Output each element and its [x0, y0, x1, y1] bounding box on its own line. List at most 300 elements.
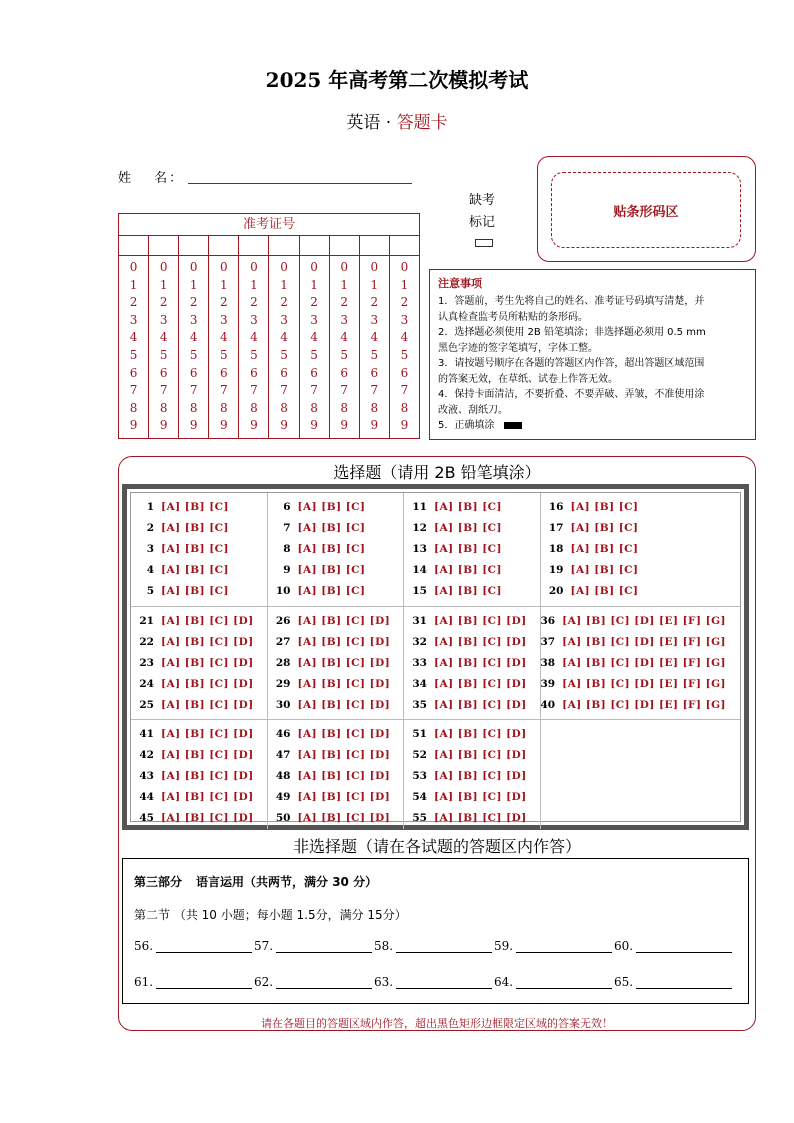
mc-question	[540, 694, 727, 715]
mc-option-bubbles[interactable]: [A] [B] [C] [D]	[161, 769, 254, 782]
mc-question	[540, 611, 727, 632]
mc-question-number: 3	[146, 542, 154, 555]
mc-option-bubbles[interactable]: [A] [B] [C] [D]	[434, 749, 527, 762]
exam-id-column	[209, 256, 239, 438]
mc-question-number: 29	[275, 677, 291, 690]
exam-id-digit-bubble[interactable]: 4	[220, 330, 228, 345]
mc-question	[268, 745, 404, 766]
mc-option-bubbles[interactable]: [A] [B] [C]	[161, 563, 229, 576]
exam-id-digit-bubble[interactable]: 1	[220, 277, 228, 292]
exam-id-write-cell[interactable]	[209, 236, 239, 255]
exam-id-digit-bubble[interactable]: 0	[250, 260, 258, 274]
blank-number: 61.	[134, 975, 154, 989]
mc-column	[268, 720, 405, 829]
mc-question	[268, 653, 404, 674]
blank-answer-line[interactable]	[156, 939, 252, 953]
mc-question-number: 4	[146, 563, 154, 576]
mc-question-number: 1	[146, 501, 154, 514]
notice-line	[438, 310, 747, 326]
exam-id-digit-bubble[interactable]: 5	[310, 347, 318, 362]
exam-id-digit-bubble[interactable]: 0	[220, 260, 228, 274]
exam-id-digit-bubble[interactable]: 6	[310, 365, 318, 380]
exam-id-column	[330, 256, 360, 438]
mc-option-bubbles[interactable]: [A] [B] [C]	[297, 542, 366, 555]
exam-id-digit-bubble[interactable]: 2	[340, 295, 349, 310]
mc-question-number: 33	[412, 656, 427, 669]
mc-option-bubbles[interactable]: [A] [B] [C] [D] [E] [F] [G]	[562, 636, 727, 649]
mc-option-bubbles[interactable]: [A] [B] [C] [D] [E] [F] [G]	[562, 656, 727, 669]
exam-id-digit-bubble[interactable]: 9	[280, 418, 288, 433]
mc-question-number: 52	[412, 749, 427, 762]
exam-id-digit-bubble[interactable]: 8	[340, 400, 349, 415]
exam-id-digit-bubble[interactable]: 8	[159, 400, 168, 415]
exam-id-digit-bubble[interactable]: 6	[220, 365, 228, 380]
exam-id-digit-bubble[interactable]: 3	[370, 312, 379, 327]
mc-option-bubbles[interactable]: [A] [B] [C]	[161, 501, 229, 514]
mc-question-number: 48	[275, 769, 291, 782]
exam-id-digit-bubble[interactable]: 1	[159, 277, 168, 292]
mc-option-bubbles[interactable]: [A] [B] [C] [D] [E] [F] [G]	[562, 615, 727, 628]
blank-item	[254, 975, 374, 989]
exam-id-digit-bubble[interactable]: 3	[400, 312, 409, 327]
exam-id-digit-bubble[interactable]: 6	[189, 365, 198, 380]
exam-id-digit-bubble[interactable]: 5	[220, 347, 228, 362]
exam-id-column	[360, 256, 390, 438]
blank-number: 63.	[374, 975, 394, 989]
exam-id-digit-bubble[interactable]: 7	[370, 383, 379, 398]
mc-option-bubbles[interactable]: [A] [B] [C] [D]	[297, 698, 391, 711]
mc-option-bubbles[interactable]: [A] [B] [C] [D]	[297, 656, 391, 669]
exam-id-digit-bubble[interactable]: 7	[250, 383, 258, 398]
blank-item	[134, 939, 254, 953]
exam-id-digit-bubble[interactable]: 7	[220, 383, 228, 398]
mc-option-bubbles[interactable]: [A] [B] [C] [D]	[161, 749, 254, 762]
exam-id-digit-bubble[interactable]: 1	[189, 277, 198, 292]
exam-id-digit-bubble[interactable]: 7	[340, 383, 349, 398]
exam-id-digit-bubble[interactable]: 4	[310, 330, 318, 345]
mc-question-number: 14	[412, 563, 427, 576]
exam-id-digit-bubble[interactable]: 9	[400, 418, 409, 433]
exam-id-digit-bubble[interactable]: 6	[280, 365, 288, 380]
mc-option-bubbles[interactable]: [A] [B] [C]	[297, 584, 366, 597]
mc-question	[404, 745, 540, 766]
exam-id-digit-bubble[interactable]: 5	[189, 347, 198, 362]
mc-option-bubbles[interactable]: [A] [B] [C] [D]	[161, 677, 254, 690]
mc-question	[268, 580, 404, 601]
mc-question	[268, 694, 404, 715]
section2-heading: 第二节 （共 10 小题；每小题 1.5分，满分 15分）	[134, 908, 407, 922]
blank-answer-line[interactable]	[276, 939, 372, 953]
exam-id-digit-bubble[interactable]: 2	[250, 295, 258, 310]
blank-number: 56.	[134, 939, 154, 953]
exam-id-digit-bubble[interactable]: 1	[129, 277, 138, 292]
mc-option-bubbles[interactable]: [A] [B] [C] [D]	[161, 698, 254, 711]
exam-id-column	[300, 256, 330, 438]
exam-id-write-cell[interactable]	[390, 236, 419, 255]
mc-question	[540, 653, 727, 674]
mc-question	[131, 653, 267, 674]
exam-id-digit-bubble[interactable]: 4	[159, 330, 168, 345]
mc-question-number: 6	[283, 501, 291, 514]
mc-option-bubbles[interactable]: [A] [B] [C]	[434, 522, 502, 535]
mc-question	[541, 518, 678, 539]
mc-question	[131, 673, 267, 694]
exam-id-digit-bubble[interactable]: 3	[189, 312, 198, 327]
mc-option-bubbles[interactable]: [A] [B] [C] [D]	[297, 811, 391, 824]
exam-id-digit-bubble[interactable]: 1	[370, 277, 379, 292]
page-title: 2025 年高考第二次模拟考试	[265, 68, 529, 92]
mc-question-number: 17	[548, 522, 564, 535]
exam-id-digit-bubble[interactable]: 6	[400, 365, 409, 380]
mc-question	[404, 673, 540, 694]
mc-question	[131, 724, 267, 745]
exam-id-digit-bubble[interactable]: 0	[129, 260, 138, 274]
exam-id-digit-bubble[interactable]: 4	[400, 330, 409, 345]
blank-item	[494, 975, 614, 989]
exam-id-digit-bubble[interactable]: 7	[129, 383, 138, 398]
mc-option-bubbles[interactable]: [A] [B] [C] [D]	[161, 656, 254, 669]
exam-id-write-cell[interactable]	[300, 236, 330, 255]
exam-id-digit-bubble[interactable]: 3	[340, 312, 349, 327]
exam-id-write-cell[interactable]	[330, 236, 360, 255]
mc-question-number: 38	[540, 656, 556, 669]
mc-option-bubbles[interactable]: [A] [B] [C] [D]	[434, 656, 527, 669]
exam-id-digit-bubble[interactable]: 9	[159, 418, 168, 433]
exam-id-digit-bubble[interactable]: 8	[220, 400, 228, 415]
exam-id-digit-bubble[interactable]: 3	[310, 312, 318, 327]
mc-option-bubbles[interactable]: [A] [B] [C] [D]	[434, 615, 527, 628]
mc-option-bubbles[interactable]: [A] [B] [C] [D] [E] [F] [G]	[562, 677, 727, 690]
exam-id-digit-bubble[interactable]: 8	[400, 400, 409, 415]
exam-id-digit-bubble[interactable]: 2	[129, 295, 138, 310]
mc-question-number: 41	[139, 728, 154, 741]
blank-answer-line[interactable]	[636, 939, 732, 953]
exam-id-digit-bubble[interactable]: 1	[340, 277, 349, 292]
blank-answer-line[interactable]	[636, 975, 732, 989]
exam-id-digit-bubble[interactable]: 2	[400, 295, 409, 310]
mc-option-bubbles[interactable]: [A] [B] [C]	[161, 584, 229, 597]
mc-question	[268, 518, 404, 539]
exam-id-digit-bubble[interactable]: 1	[310, 277, 318, 292]
exam-id-digit-bubble[interactable]: 0	[340, 260, 349, 274]
exam-id-digit-bubble[interactable]: 2	[310, 295, 318, 310]
mc-option-bubbles[interactable]: [A] [B] [C]	[161, 522, 229, 535]
mc-question	[268, 632, 404, 653]
mc-question	[131, 611, 267, 632]
mc-question	[131, 786, 267, 807]
notice-line	[438, 403, 747, 419]
blank-item	[494, 939, 614, 953]
exam-id-column	[149, 256, 179, 438]
mc-option-bubbles[interactable]: [A] [B] [C]	[297, 563, 366, 576]
exam-id-digit-bubble[interactable]: 4	[340, 330, 349, 345]
mc-option-bubbles[interactable]: [A] [B] [C] [D]	[297, 615, 391, 628]
mc-option-bubbles[interactable]: [A] [B] [C]	[161, 542, 229, 555]
mc-option-bubbles[interactable]: [A] [B] [C] [D]	[161, 615, 254, 628]
blank-answer-line[interactable]	[516, 939, 612, 953]
mc-option-bubbles[interactable]: [A] [B] [C]	[434, 501, 502, 514]
exam-id-digit-bubble[interactable]: 5	[280, 347, 288, 362]
blank-number: 57.	[254, 939, 274, 953]
exam-id-digit-grid	[119, 256, 419, 438]
exam-id-digit-bubble[interactable]: 7	[189, 383, 198, 398]
mc-option-bubbles[interactable]: [A] [B] [C]	[297, 522, 366, 535]
subtitle-card: 答题卡	[396, 113, 448, 133]
mc-question	[404, 807, 540, 828]
mc-option-bubbles[interactable]: [A] [B] [C] [D]	[297, 769, 391, 782]
exam-id-digit-bubble[interactable]: 9	[250, 418, 258, 433]
mc-question	[540, 632, 727, 653]
mc-question	[131, 694, 267, 715]
mc-option-bubbles[interactable]: [A] [B] [C] [D]	[161, 636, 254, 649]
exam-id-digit-bubble[interactable]: 9	[129, 418, 138, 433]
mc-question-number: 47	[275, 749, 291, 762]
exam-id-digit-bubble[interactable]: 6	[340, 365, 349, 380]
blank-item	[254, 939, 374, 953]
exam-id-digit-bubble[interactable]: 1	[250, 277, 258, 292]
exam-id-digit-bubble[interactable]: 9	[310, 418, 318, 433]
notice-line	[438, 356, 747, 372]
exam-id-digit-bubble[interactable]: 2	[220, 295, 228, 310]
absent-mark-box[interactable]	[475, 239, 493, 247]
mc-question-number: 30	[275, 698, 291, 711]
exam-id-digit-bubble[interactable]: 6	[370, 365, 379, 380]
notice-line-text: 4．保持卡面清洁，不要折叠、不要弄破、弄皱，不准使用涂	[438, 389, 705, 400]
blank-item	[374, 939, 494, 953]
mc-question	[131, 559, 267, 580]
exam-id-write-cell[interactable]	[119, 236, 149, 255]
mc-option-bubbles[interactable]: [A] [B] [C] [D]	[434, 636, 527, 649]
exam-id-digit-bubble[interactable]: 5	[400, 347, 409, 362]
mc-option-bubbles[interactable]: [A] [B] [C]	[434, 563, 502, 576]
notice-title: 注意事项	[438, 277, 482, 290]
mc-question	[131, 632, 267, 653]
mc-option-bubbles[interactable]: [A] [B] [C]	[570, 542, 639, 555]
mc-question-number: 24	[139, 677, 154, 690]
mc-question-number: 50	[275, 811, 291, 824]
mc-option-bubbles[interactable]: [A] [B] [C]	[297, 501, 366, 514]
exam-id-digit-bubble[interactable]: 9	[220, 418, 228, 433]
exam-id-digit-bubble[interactable]: 2	[189, 295, 198, 310]
blank-item	[614, 975, 734, 989]
exam-id-digit-bubble[interactable]: 7	[159, 383, 168, 398]
notice-box	[429, 269, 756, 440]
exam-id-digit-bubble[interactable]: 8	[280, 400, 288, 415]
mc-option-bubbles[interactable]: [A] [B] [C] [D]	[297, 636, 391, 649]
mc-option-bubbles[interactable]: [A] [B] [C]	[570, 563, 639, 576]
exam-id-digit-bubble[interactable]: 9	[189, 418, 198, 433]
mc-question	[268, 539, 404, 560]
mc-question-number: 27	[275, 636, 291, 649]
exam-id-digit-bubble[interactable]: 2	[159, 295, 168, 310]
blank-answer-line[interactable]	[516, 975, 612, 989]
mc-question-number: 19	[548, 563, 564, 576]
blank-answer-line[interactable]	[396, 975, 492, 989]
mc-question	[268, 786, 404, 807]
exam-id-digit-bubble[interactable]: 2	[280, 295, 288, 310]
notice-line-text: 改液、刮纸刀。	[438, 404, 508, 416]
exam-id-write-cell[interactable]	[269, 236, 299, 255]
exam-id-digit-bubble[interactable]: 4	[370, 330, 379, 345]
exam-id-digit-bubble[interactable]: 3	[220, 312, 228, 327]
mc-question	[404, 653, 540, 674]
exam-id-digit-bubble[interactable]: 8	[250, 400, 258, 415]
mc-option-bubbles[interactable]: [A] [B] [C] [D] [E] [F] [G]	[562, 698, 727, 711]
blank-row	[134, 939, 734, 953]
mc-option-bubbles[interactable]: [A] [B] [C] [D]	[161, 811, 254, 824]
mc-column	[131, 607, 268, 719]
exam-id-digit-bubble[interactable]: 4	[189, 330, 198, 345]
mc-option-bubbles[interactable]: [A] [B] [C]	[570, 522, 639, 535]
mc-option-bubbles[interactable]: [A] [B] [C] [D]	[434, 698, 527, 711]
exam-id-write-cell[interactable]	[149, 236, 179, 255]
exam-id-digit-bubble[interactable]: 5	[250, 347, 258, 362]
blank-number: 65.	[614, 975, 634, 989]
exam-id-digit-bubble[interactable]: 0	[159, 260, 168, 274]
exam-id-digit-bubble[interactable]: 8	[370, 400, 379, 415]
mc-option-bubbles[interactable]: [A] [B] [C] [D]	[297, 728, 391, 741]
name-field[interactable]	[188, 183, 412, 184]
mc-question-number: 49	[275, 790, 291, 803]
exam-id-digit-bubble[interactable]: 4	[129, 330, 138, 345]
mc-option-bubbles[interactable]: [A] [B] [C] [D]	[297, 677, 391, 690]
blank-row	[134, 975, 734, 989]
exam-id-digit-bubble[interactable]: 7	[280, 383, 288, 398]
notice-line	[438, 294, 747, 310]
exam-id-digit-bubble[interactable]: 6	[129, 365, 138, 380]
blank-answer-line[interactable]	[396, 939, 492, 953]
exam-id-write-cell[interactable]	[360, 236, 390, 255]
mc-option-bubbles[interactable]: [A] [B] [C] [D]	[161, 790, 254, 803]
exam-id-digit-bubble[interactable]: 1	[280, 277, 288, 292]
blank-answer-line[interactable]	[276, 975, 372, 989]
mc-option-bubbles[interactable]: [A] [B] [C] [D]	[434, 790, 527, 803]
mc-block	[131, 606, 740, 719]
notice-line	[438, 418, 747, 434]
exam-id-digit-bubble[interactable]: 3	[250, 312, 258, 327]
notice-line-text: 1．答题前，考生先将自己的姓名、准考证号码填写清楚，并	[438, 296, 705, 307]
exam-id-digit-bubble[interactable]: 0	[370, 260, 379, 274]
exam-id-digit-bubble[interactable]: 1	[400, 277, 409, 292]
mc-question	[404, 497, 540, 518]
mc-option-bubbles[interactable]: [A] [B] [C] [D]	[297, 749, 391, 762]
exam-id-write-cell[interactable]	[179, 236, 209, 255]
multiple-choice-grid	[130, 492, 741, 822]
blank-number: 58.	[374, 939, 394, 953]
part3-desc: 语言运用（共两节，满分 30 分）	[196, 875, 378, 889]
footer-warning: 请在各题目的答题区域内作答，超出黑色矩形边框限定区域的答案无效！	[261, 1017, 613, 1030]
mc-column	[541, 493, 678, 606]
exam-id-digit-bubble[interactable]: 2	[370, 295, 379, 310]
mc-question-number: 12	[412, 522, 427, 535]
mc-question	[541, 539, 678, 560]
mc-option-bubbles[interactable]: [A] [B] [C] [D]	[434, 728, 527, 741]
mc-option-bubbles[interactable]: [A] [B] [C] [D]	[161, 728, 254, 741]
notice-line	[438, 372, 747, 388]
mc-option-bubbles[interactable]: [A] [B] [C]	[570, 584, 639, 597]
mc-option-bubbles[interactable]: [A] [B] [C] [D]	[434, 769, 527, 782]
non-multiple-choice-title: 非选择题（请在各试题的答题区内作答）	[292, 837, 581, 856]
absent-mark-line1: 缺考	[468, 193, 495, 208]
mc-question	[404, 539, 540, 560]
barcode-area[interactable]: 贴条形码区	[551, 172, 741, 248]
exam-id-column	[269, 256, 299, 438]
mc-question	[404, 632, 540, 653]
notice-line-text: 认真检查监考员所粘贴的条形码。	[438, 311, 588, 323]
mc-question	[268, 611, 404, 632]
exam-id-digit-bubble[interactable]: 4	[250, 330, 258, 345]
exam-id-digit-bubble[interactable]: 7	[310, 383, 318, 398]
mc-option-bubbles[interactable]: [A] [B] [C] [D]	[434, 677, 527, 690]
exam-id-digit-bubble[interactable]: 6	[159, 365, 168, 380]
mc-question-number: 32	[412, 636, 427, 649]
mc-question-number: 51	[412, 728, 427, 741]
mc-question-number: 28	[275, 656, 291, 669]
exam-id-digit-bubble[interactable]: 5	[129, 347, 138, 362]
blank-item	[374, 975, 494, 989]
exam-id-digit-bubble[interactable]: 4	[280, 330, 288, 345]
part3-label: 第三部分	[134, 875, 183, 889]
mc-question-number: 8	[283, 542, 291, 555]
exam-id-digit-bubble[interactable]: 5	[370, 347, 379, 362]
page-subtitle	[0, 108, 794, 133]
notice-line-text: 2．选择题必须使用 2B 铅笔填涂；非选择题必须用 0.5 mm	[438, 327, 706, 338]
mc-column	[404, 493, 541, 606]
mc-option-bubbles[interactable]: [A] [B] [C]	[570, 501, 639, 514]
exam-id-digit-bubble[interactable]: 8	[310, 400, 318, 415]
exam-id-digit-bubble[interactable]: 7	[400, 383, 409, 398]
exam-id-digit-bubble[interactable]: 9	[370, 418, 379, 433]
mc-option-bubbles[interactable]: [A] [B] [C] [D]	[434, 811, 527, 824]
exam-id-digit-bubble[interactable]: 5	[340, 347, 349, 362]
mc-option-bubbles[interactable]: [A] [B] [C] [D]	[297, 790, 391, 803]
exam-id-digit-bubble[interactable]: 5	[159, 347, 168, 362]
exam-id-digit-bubble[interactable]: 3	[129, 312, 138, 327]
mc-question	[131, 745, 267, 766]
mc-column	[268, 607, 405, 719]
mc-option-bubbles[interactable]: [A] [B] [C]	[434, 542, 502, 555]
mc-question-number: 9	[283, 563, 291, 576]
exam-id-digit-bubble[interactable]: 0	[189, 260, 198, 274]
notice-line-text: 5．正确填涂	[438, 420, 495, 431]
mc-question-number: 31	[412, 615, 427, 628]
blank-number: 62.	[254, 975, 274, 989]
exam-id-digit-bubble[interactable]: 0	[310, 260, 318, 274]
mc-question	[131, 580, 267, 601]
exam-id-digit-bubble[interactable]: 3	[280, 312, 288, 327]
exam-id-digit-bubble[interactable]: 6	[250, 365, 258, 380]
exam-id-digit-bubble[interactable]: 8	[189, 400, 198, 415]
blank-answer-line[interactable]	[156, 975, 252, 989]
mc-question-number: 36	[540, 615, 556, 628]
mc-question	[268, 497, 404, 518]
exam-id-digit-bubble[interactable]: 0	[280, 260, 288, 274]
exam-id-write-row	[119, 236, 419, 256]
mc-question-number: 11	[412, 501, 427, 514]
mc-column	[404, 607, 541, 719]
mc-question-number: 39	[540, 677, 556, 690]
mc-question	[268, 766, 404, 787]
mc-option-bubbles[interactable]: [A] [B] [C]	[434, 584, 502, 597]
exam-id-digit-bubble[interactable]: 9	[340, 418, 349, 433]
mc-question	[404, 786, 540, 807]
exam-id-digit-bubble[interactable]: 0	[400, 260, 409, 274]
exam-id-digit-bubble[interactable]: 8	[129, 400, 138, 415]
mc-question	[404, 766, 540, 787]
exam-id-write-cell[interactable]	[239, 236, 269, 255]
mc-question	[404, 724, 540, 745]
exam-id-digit-bubble[interactable]: 3	[159, 312, 168, 327]
